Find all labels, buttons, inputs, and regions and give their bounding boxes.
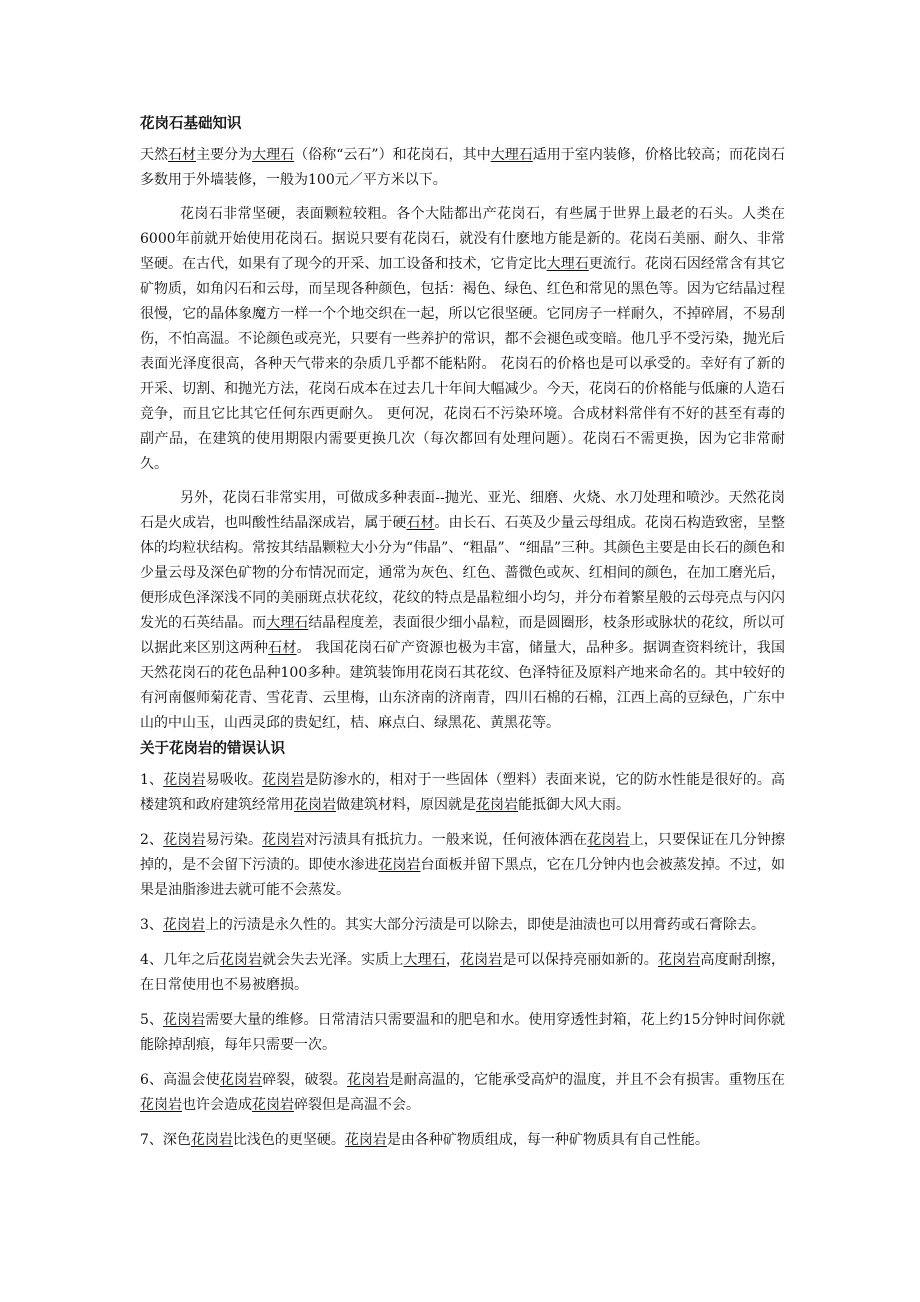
list-item bbox=[140, 1068, 785, 1118]
term-link[interactable]: 大理石 bbox=[266, 615, 309, 631]
text-run: 主要分为 bbox=[196, 147, 253, 163]
term-link[interactable]: 大理石 bbox=[546, 256, 589, 272]
term-link[interactable]: 花岗岩 bbox=[294, 797, 336, 813]
text-run: 7、深色 bbox=[140, 1132, 191, 1148]
list-item bbox=[140, 828, 785, 903]
text-run: 是由各种矿物质组成，每一种矿物质具有自己性能。 bbox=[386, 1132, 709, 1148]
term-link[interactable]: 花岗岩 bbox=[252, 1097, 294, 1113]
text-run: 4、几年之后 bbox=[140, 952, 220, 968]
document-page bbox=[140, 112, 785, 1163]
term-link[interactable]: 石材 bbox=[406, 515, 435, 531]
hardness-paragraph bbox=[140, 202, 785, 477]
text-run: 能抵御大风大雨。 bbox=[518, 797, 630, 813]
text-run: ， bbox=[445, 952, 461, 968]
term-link[interactable]: 花岗岩 bbox=[163, 1012, 206, 1028]
term-link[interactable]: 花岗岩 bbox=[190, 1132, 233, 1148]
list-item bbox=[140, 1008, 785, 1058]
text-run: 2、 bbox=[140, 832, 164, 848]
text-run: 是防渗水的，相对于一些固体（塑料）表面来说，它的防水性能是很好的。高楼建筑和政府建筑经常用 bbox=[140, 772, 786, 813]
term-link[interactable]: 花岗岩 bbox=[163, 772, 206, 788]
term-link[interactable]: 花岗岩 bbox=[262, 832, 305, 848]
list-item bbox=[140, 1128, 785, 1153]
term-link[interactable]: 花岗岩 bbox=[346, 1072, 390, 1088]
text-run: 台面板并留下黑点，它在几分钟内也会被蒸发掉。不过，如果是油脂渗进去就可能不会蒸发。 bbox=[140, 857, 786, 898]
term-link[interactable]: 花岗岩 bbox=[476, 797, 518, 813]
intro-paragraph bbox=[140, 143, 785, 193]
text-run: 1、 bbox=[140, 772, 164, 788]
text-run: 6、高温会使 bbox=[140, 1072, 220, 1088]
text-run: 上，只要保证在几分钟擦掉的，是不会留下污渍的。即使水渗进 bbox=[140, 832, 786, 873]
text-run: 上的污渍是永久性的。其实大部分污渍是可以除去，即使是油渍也可以用膏药或石膏除去。 bbox=[204, 917, 765, 933]
term-link[interactable]: 花岗岩 bbox=[344, 1132, 387, 1148]
term-link[interactable]: 花岗岩 bbox=[219, 1072, 263, 1088]
text-run: 对污渍具有抵抗力。一般来说，任何液体洒在 bbox=[304, 832, 588, 848]
text-run: 碎裂，破裂。 bbox=[262, 1072, 347, 1088]
text-run: 另外，花岗石非常实用，可做成多种表面--抛光、亚光、细磨、火烧、水刀处理和喷沙。天然花岗石是火成岩，也叫酸性结晶深成岩，属于硬 bbox=[140, 490, 785, 531]
text-run: 3、 bbox=[140, 917, 163, 933]
term-link[interactable]: 花岗岩 bbox=[460, 952, 503, 968]
text-run: 是可以保持亮丽如新的。 bbox=[502, 952, 658, 968]
text-run: （俗称“云石”）和花岗石，其中 bbox=[294, 147, 491, 163]
text-run: 。 我国花岗石矿产资源也极为丰富，储量大，品种多。据调查资料统计，我国天然花岗石的花色品种100多种。建筑装饰用花岗石其花纹、色泽特征及原料产地来命名的。其中较好的有河南偃师菊花青、雪花青、云里梅，山东济南的济南青，四川石棉的石棉，江西上高的豆绿色，广东中山的中山玉，山西灵邱的贵妃红，桔、麻点白、绿黑花、黄黑花等。 bbox=[140, 640, 785, 731]
text-run: 花岗石非常坚硬，表面颗粒较粗。各个大陆都出产花岗石，有些属于世界上最老的石头。人类在6000年前就开始使用花岗石。据说只要有花岗石，就没有什麽地方能是新的。花岗石美丽、耐久、非常坚硬。在古代，如果有了现今的开采、加工设备和技术，它肯定比 bbox=[140, 206, 785, 272]
text-run: 比浅色的更坚硬。 bbox=[232, 1132, 345, 1148]
term-link[interactable]: 大理石 bbox=[252, 147, 295, 163]
term-link[interactable]: 花岗岩 bbox=[219, 952, 263, 968]
misconception-list bbox=[140, 768, 785, 1153]
list-item bbox=[140, 913, 785, 938]
term-link[interactable]: 花岗岩 bbox=[162, 917, 205, 933]
term-link[interactable]: 大理石 bbox=[403, 952, 446, 968]
list-item bbox=[140, 768, 785, 818]
text-run: 需要大量的维修。日常清洁只需要温和的肥皂和水。使用穿透性封箱，花上约15分钟时间你就能除掉刮痕，每年只需要一次。 bbox=[140, 1012, 785, 1053]
text-run: 更流行。花岗石因经常含有其它矿物质，如角闪石和云母，而呈现各种颜色，包括：褐色、绿色、红色和常见的黑色等。因为它结晶过程很慢，它的晶体象魔方一样一个个地交织在一起，所以它很坚硬。它同房子一样耐久，不掉碎屑，不易刮伤，不怕高温。不论颜色或亮光，只要有一些养护的常识，都不会褪色或变暗。他几乎不受污染，抛光后表面光泽度很高，各种天气带来的杂质几乎都不能粘附。 花岗石的价格也是可以承受的。幸好有了新的开采、切割、和抛光方法，花岗石成本在过去几十年间大幅减少。今天，花岗石的价格能与低廉的人造石竞争，而且它比其它任何东西更耐久。 更何况，花岗石不污染环境。合成材料常伴有不好的甚至有毒的副产品，在建筑的使用期限内需要更换几次（每次都回有处理问题）。花岗石不需更换，因为它非常耐久。 bbox=[140, 256, 786, 472]
term-link[interactable]: 花岗岩 bbox=[657, 952, 701, 968]
text-run: 就会失去光泽。实质上 bbox=[262, 952, 404, 968]
text-run: 做建筑材料，原因就是 bbox=[336, 797, 476, 813]
term-link[interactable]: 花岗岩 bbox=[262, 772, 305, 788]
term-link[interactable]: 花岗岩 bbox=[587, 832, 630, 848]
text-run: 高度耐刮擦，在日常使用也不易被磨损。 bbox=[140, 952, 786, 993]
text-run: 易吸收。 bbox=[205, 772, 263, 788]
text-run: 也许会造成 bbox=[182, 1097, 252, 1113]
term-link[interactable]: 大理石 bbox=[490, 147, 533, 163]
term-link[interactable]: 花岗岩 bbox=[140, 1097, 182, 1113]
properties-paragraph bbox=[140, 486, 785, 736]
text-run: 天然 bbox=[140, 147, 169, 163]
section-title: 关于花岗岩的错误认识 bbox=[140, 741, 285, 757]
term-link[interactable]: 花岗岩 bbox=[163, 832, 206, 848]
list-item bbox=[140, 948, 785, 998]
text-run: 适用于室内装修，价格比较高；而花岗石多数用于外墙装修，一般为100元／平方米以下。 bbox=[140, 147, 786, 188]
term-link[interactable]: 石材 bbox=[268, 640, 297, 656]
term-link[interactable]: 花岗岩 bbox=[378, 857, 421, 873]
term-link[interactable]: 石材 bbox=[168, 147, 197, 163]
text-run: 5、 bbox=[140, 1012, 164, 1028]
text-run: 结晶程度差，表面很少细小晶粒，而是圆圈形，枝条形或脉状的花纹，所以可以据此来区别这两种 bbox=[140, 615, 786, 656]
text-run: 。由长石、石英及少量云母组成。花岗石构造致密，呈整体的均粒状结构。常按其结晶颗粒大小分为“伟晶”、“粗晶”、“细晶”三种。其颜色主要是由长石的颜色和少量云母及深色矿物的分布情况而定，通常为灰色、红色、蔷微色或灰、红相间的颜色，在加工磨光后，便形成色泽深浅不同的美丽斑点状花纹，花纹的特点是晶粒细小均匀，并分布着繁星般的云母亮点与闪闪发光的石英结晶。而 bbox=[140, 515, 786, 631]
text-run: 易污染。 bbox=[205, 832, 263, 848]
text-run: 碎裂但是高温不会。 bbox=[294, 1097, 420, 1113]
text-run: 是耐高温的，它能承受高炉的温度，并且不会有损害。重物压在 bbox=[389, 1072, 785, 1088]
document-title: 花岗石基础知识 bbox=[140, 116, 242, 132]
